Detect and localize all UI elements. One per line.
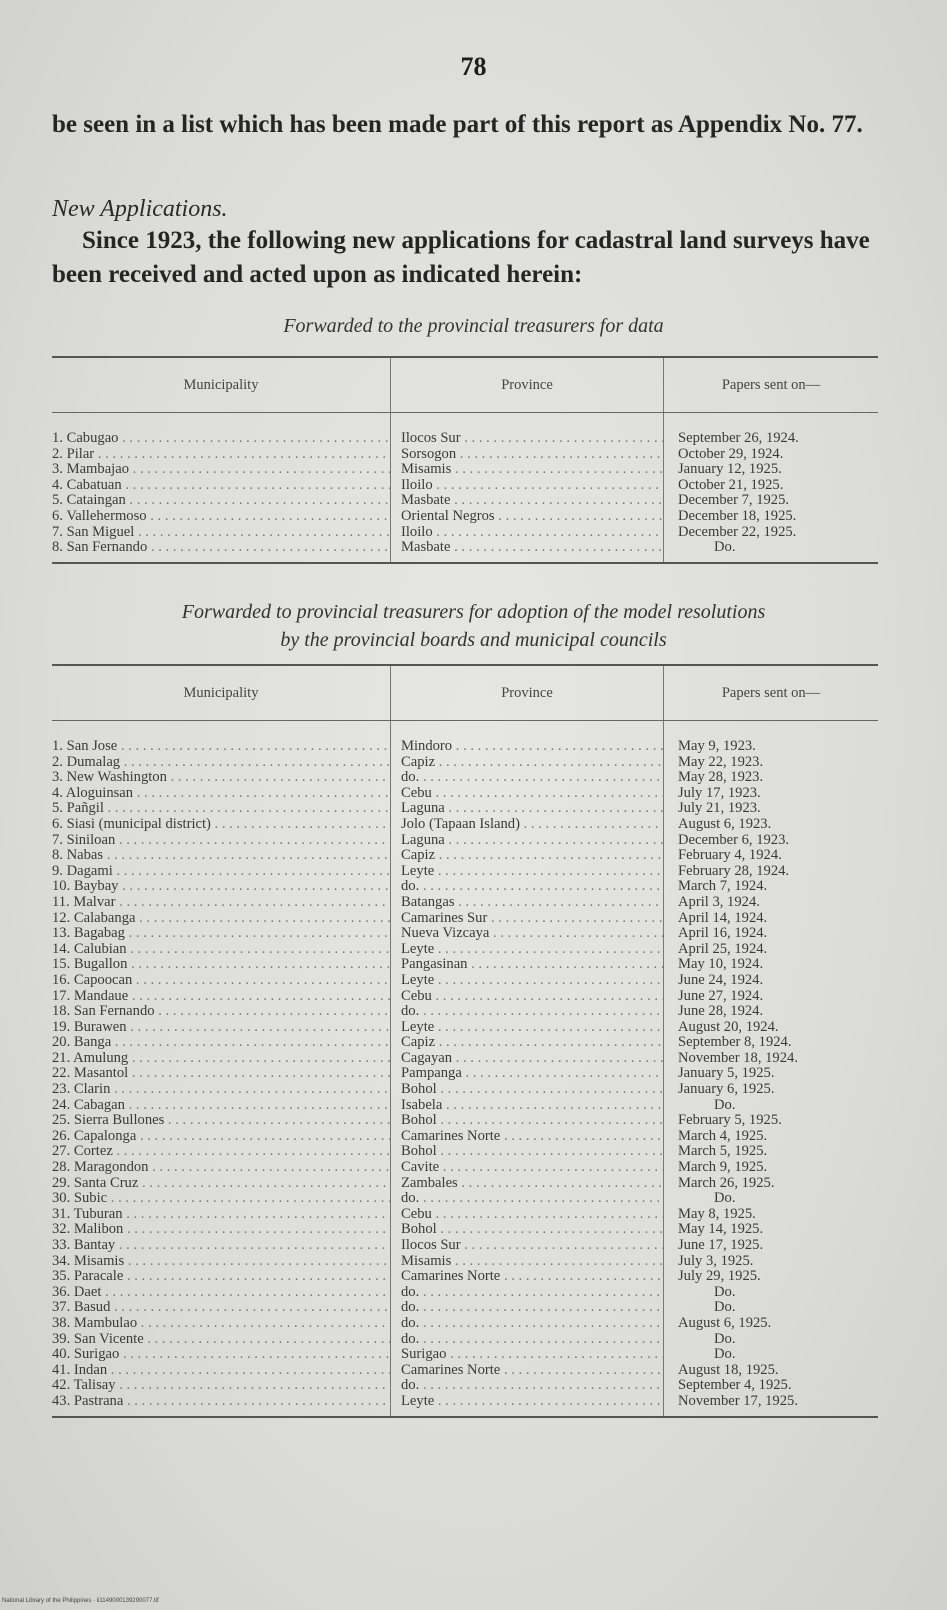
municipality-entry: 21. Amulung . . . [52,1051,390,1067]
province-entry: do. . . . [391,1004,663,1020]
province-entry: Isabela . . . [391,1098,663,1114]
province-entry: Cebu . . . [391,989,663,1005]
province-entry: do. . . . [391,1316,663,1332]
page-number: 78 [460,52,487,81]
municipality-entry: 3. Mambajao . . . [52,462,390,478]
municipality-entry: 25. Sierra Bullones . . . [52,1113,390,1129]
date-entry: April 25, 1924. [678,941,768,957]
province-entry: Laguna . . . [391,833,663,849]
date-entry: May 8, 1925. [678,1206,756,1222]
municipality-entry: 43. Pastrana . . . [52,1394,390,1410]
date-entry: December 18, 1925. [678,508,797,524]
header-municipality: Municipality [52,665,391,721]
date-entry: Do. [714,1097,736,1113]
province-entry: Misamis . . . [391,1254,663,1270]
municipality-entry: 26. Capalonga . . . [52,1129,390,1145]
province-entry: do. . . . [391,1378,663,1394]
municipality-entry: 6. Vallehermoso . . . [52,509,390,525]
date-entry: September 4, 1925. [678,1378,792,1394]
province-entry: Ilocos Sur . . . [391,431,663,447]
province-entry: do. . . . [391,1332,663,1348]
province-entry: Camarines Norte . . . [391,1129,663,1145]
municipality-entry: 37. Basud . . . [52,1300,390,1316]
date-entry: November 18, 1924. [678,1050,798,1066]
province-entry: Oriental Negros . . . [391,509,663,525]
municipality-entry: 33. Bantay . . . [52,1238,390,1254]
province-entry: Leyte . . . [391,973,663,989]
date-entry: December 6, 1923. [678,832,790,848]
municipality-column [52,413,391,563]
municipality-entry: 24. Cabagan . . . [52,1098,390,1114]
province-entry: Capiz . . . [391,848,663,864]
municipality-entry: 4. Aloguinsan . . . [52,786,390,802]
municipality-entry: 29. Santa Cruz . . . [52,1176,390,1192]
date-entry: Do. [714,1300,736,1316]
section-paragraph: Since 1923, the following new applications for cadastral land surveys have been received and acted upon as indicated herein: [52,227,870,288]
table-body-row [52,721,878,1417]
province-entry: do. . . . [391,1300,663,1316]
date-entry: August 20, 1924. [678,1019,779,1035]
date-entry: December 7, 1925. [678,493,790,509]
province-entry: Jolo (Tapaan Island) . . . [391,817,663,833]
date-entry: July 17, 1923. [678,785,761,801]
date-entry: December 22, 1925. [678,524,797,540]
table-forwarded-for-adoption [52,664,878,1418]
province-entry: Cebu . . . [391,1207,663,1223]
date-entry: February 5, 1925. [678,1113,782,1129]
date-column [664,413,879,563]
municipality-entry: 1. San Jose . . . [52,739,390,755]
date-entry: September 26, 1924. [678,431,799,446]
date-entry: July 29, 1925. [678,1269,761,1285]
municipality-entry: 6. Siasi (municipal district) . . . [52,817,390,833]
municipality-entry: 2. Dumalag . . . [52,755,390,771]
municipality-entry: 40. Surigao . . . [52,1347,390,1363]
municipality-entry: 14. Calubian . . . [52,942,390,958]
date-entry: May 28, 1923. [678,770,764,786]
province-column [391,721,664,1417]
province-entry: Capiz . . . [391,1035,663,1051]
municipality-entry: 17. Mandaue . . . [52,989,390,1005]
date-entry: January 12, 1925. [678,462,782,478]
date-entry: March 26, 1925. [678,1175,775,1191]
date-entry: January 5, 1925. [678,1066,775,1082]
province-entry: Mindoro . . . [391,739,663,755]
municipality-entry: 31. Tuburan . . . [52,1207,390,1223]
table-header-row [52,665,878,721]
province-entry: do. . . . [391,1285,663,1301]
province-entry: Masbate . . . [391,540,663,556]
date-entry: October 21, 1925. [678,477,784,493]
municipality-entry: 10. Baybay . . . [52,879,390,895]
municipality-entry: 15. Bugallon . . . [52,957,390,973]
date-entry: March 5, 1925. [678,1144,768,1160]
table2-caption-line1: Forwarded to provincial treasurers for adoption of the model resolutions [181,601,766,623]
province-entry: Leyte . . . [391,1394,663,1410]
date-entry: August 6, 1923. [678,816,772,832]
municipality-entry: 12. Calabanga . . . [52,911,390,927]
municipality-entry: 9. Dagami . . . [52,864,390,880]
header-municipality: Municipality [52,357,391,413]
province-entry: Leyte . . . [391,1020,663,1036]
province-entry: do. . . . [391,1191,663,1207]
municipality-entry: 30. Subic . . . [52,1191,390,1207]
municipality-entry: 22. Masantol . . . [52,1066,390,1082]
municipality-entry: 7. Siniloan . . . [52,833,390,849]
table1-caption: Forwarded to the provincial treasurers for data [283,315,664,337]
municipality-entry: 13. Bagabag . . . [52,926,390,942]
municipality-entry: 34. Misamis . . . [52,1254,390,1270]
date-entry: Do. [714,1284,736,1300]
municipality-entry: 23. Clarin . . . [52,1082,390,1098]
date-entry: April 3, 1924. [678,894,760,910]
municipality-entry: 5. Pañgil . . . [52,801,390,817]
province-entry: Masbate . . . [391,493,663,509]
table-forwarded-for-data [52,356,878,564]
province-entry: Pampanga . . . [391,1066,663,1082]
scan-footer-note: National Library of the Philippines · ii1149000139290077.tif [2,1598,159,1604]
province-entry: Laguna . . . [391,801,663,817]
date-entry: June 17, 1925. [678,1238,764,1253]
province-entry: Nueva Vizcaya . . . [391,926,663,942]
date-entry: May 22, 1923. [678,754,764,770]
province-entry: Cavite . . . [391,1160,663,1176]
municipality-column [52,721,391,1417]
intro-paragraph: be seen in a list which has been made part of this report as Appendix No. 77. [52,111,863,138]
province-entry: Bohol . . . [391,1113,663,1129]
municipality-entry: 4. Cabatuan . . . [52,478,390,494]
date-entry: January 6, 1925. [678,1082,775,1098]
municipality-entry: 7. San Miguel . . . [52,525,390,541]
province-column [391,413,664,563]
date-entry: April 14, 1924. [678,910,768,926]
municipality-entry: 28. Maragondon . . . [52,1160,390,1176]
municipality-entry: 8. San Fernando . . . [52,540,390,556]
date-entry: May 14, 1925. [678,1222,764,1238]
table-header-row [52,357,878,413]
date-entry: Do. [714,1331,736,1347]
province-entry: Surigao . . . [391,1347,663,1363]
province-entry: Sorsogon . . . [391,447,663,463]
province-entry: Camarines Norte . . . [391,1269,663,1285]
province-entry: Camarines Sur . . . [391,911,663,927]
municipality-entry: 1. Cabugao . . . [52,431,390,447]
header-province: Province [391,357,664,413]
province-entry: Pangasinan . . . [391,957,663,973]
header-province: Province [391,665,664,721]
date-entry: February 28, 1924. [678,863,790,879]
municipality-entry: 35. Paracale . . . [52,1269,390,1285]
date-entry: June 24, 1924. [678,972,764,988]
date-entry: August 18, 1925. [678,1362,779,1378]
municipality-entry: 18. San Fernando . . . [52,1004,390,1020]
province-entry: Iloilo . . . [391,478,663,494]
date-entry: Do. [714,1347,736,1363]
municipality-entry: 41. Indan . . . [52,1363,390,1379]
date-entry: October 29, 1924. [678,446,784,462]
date-entry: May 10, 1924. [678,957,764,973]
municipality-entry: 42. Talisay . . . [52,1378,390,1394]
province-entry: Ilocos Sur . . . [391,1238,663,1254]
province-entry: Zambales . . . [391,1176,663,1192]
municipality-entry: 11. Malvar . . . [52,895,390,911]
date-entry: Do. [714,1191,736,1207]
date-entry: September 8, 1924. [678,1035,792,1051]
date-entry: June 28, 1924. [678,1004,764,1020]
municipality-entry: 20. Banga . . . [52,1035,390,1051]
date-column [664,721,879,1417]
municipality-entry: 27. Cortez . . . [52,1144,390,1160]
province-entry: Iloilo . . . [391,525,663,541]
date-entry: June 27, 1924. [678,988,764,1004]
municipality-entry: 39. San Vicente . . . [52,1332,390,1348]
table2-caption-line2: by the provincial boards and municipal councils [280,629,667,651]
date-entry: August 6, 1925. [678,1315,772,1331]
header-papers-sent: Papers sent on— [664,665,879,721]
date-entry: March 4, 1925. [678,1128,768,1144]
municipality-entry: 2. Pilar . . . [52,447,390,463]
province-entry: Cebu . . . [391,786,663,802]
province-entry: do. . . . [391,879,663,895]
province-entry: do. . . . [391,770,663,786]
province-entry: Cagayan . . . [391,1051,663,1067]
province-entry: Bohol . . . [391,1222,663,1238]
date-entry: February 4, 1924. [678,848,782,864]
section-heading: New Applications. [52,196,228,222]
date-entry: May 9, 1923. [678,739,756,754]
municipality-entry: 36. Daet . . . [52,1285,390,1301]
province-entry: Leyte . . . [391,942,663,958]
province-entry: Batangas . . . [391,895,663,911]
date-entry: March 9, 1925. [678,1160,768,1176]
province-entry: Leyte . . . [391,864,663,880]
municipality-entry: 8. Nabas . . . [52,848,390,864]
header-papers-sent: Papers sent on— [664,357,879,413]
province-entry: Camarines Norte . . . [391,1363,663,1379]
date-entry: April 16, 1924. [678,926,768,942]
date-entry: November 17, 1925. [678,1393,798,1409]
municipality-entry: 19. Burawen . . . [52,1020,390,1036]
municipality-entry: 38. Mambulao . . . [52,1316,390,1332]
date-entry: July 3, 1925. [678,1253,754,1269]
province-entry: Capiz . . . [391,755,663,771]
municipality-entry: 3. New Washington . . . [52,770,390,786]
date-entry: July 21, 1923. [678,801,761,817]
province-entry: Bohol . . . [391,1144,663,1160]
table-body-row [52,413,878,563]
table2-caption [0,598,947,654]
date-entry: Do. [714,540,736,556]
province-entry: Misamis . . . [391,462,663,478]
province-entry: Bohol . . . [391,1082,663,1098]
date-entry: March 7, 1924. [678,879,768,895]
municipality-entry: 5. Cataingan . . . [52,493,390,509]
municipality-entry: 16. Capoocan . . . [52,973,390,989]
municipality-entry: 32. Malibon . . . [52,1222,390,1238]
